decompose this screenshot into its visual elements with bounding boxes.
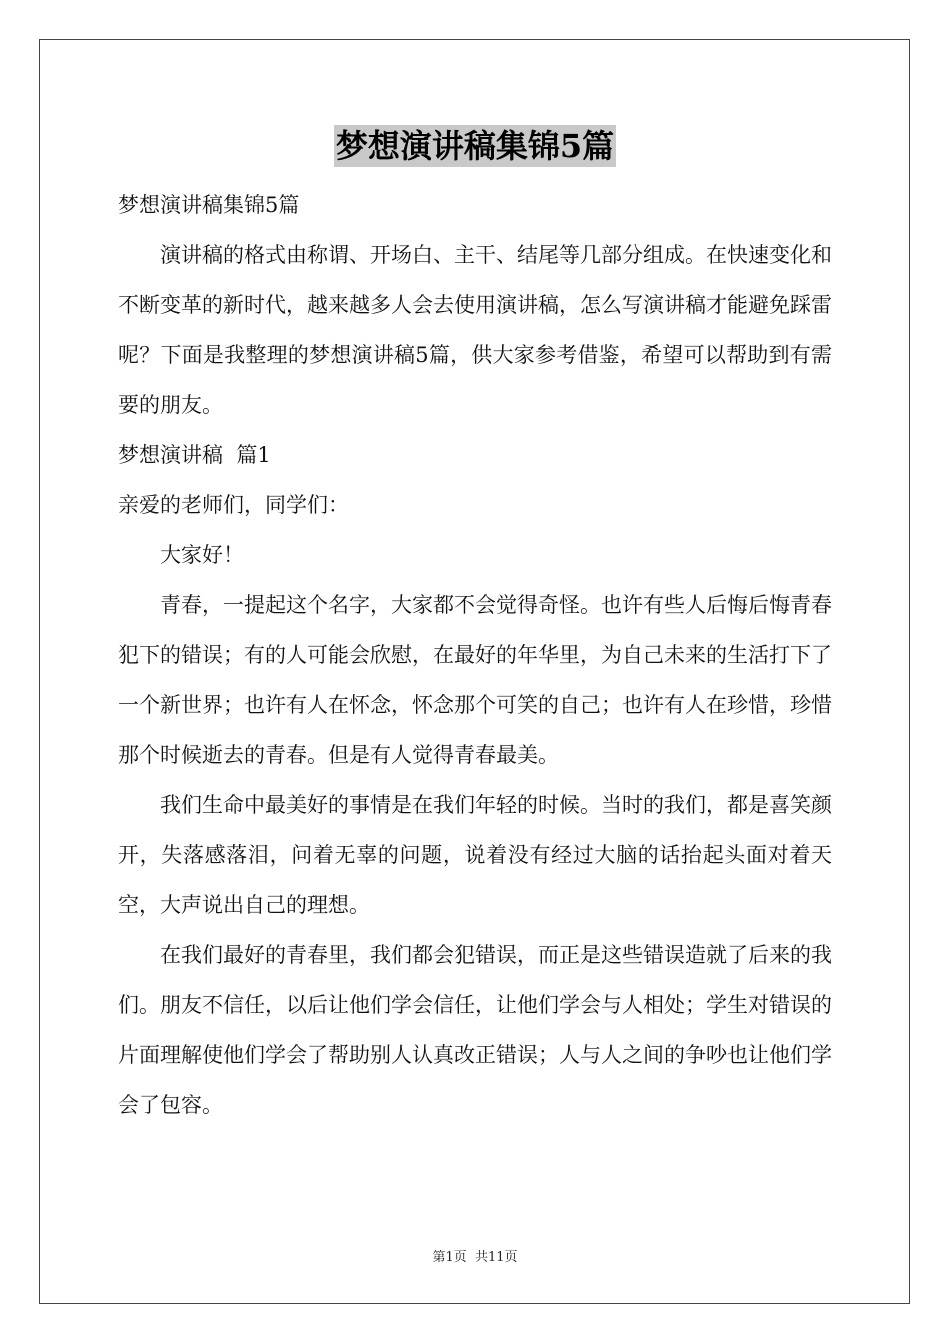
page-number: 第1页	[432, 1250, 467, 1265]
section-heading: 梦想演讲稿 篇1	[118, 443, 271, 467]
body-paragraph: 我们生命中最美好的事情是在我们年轻的时候。当时的我们，都是喜笑颜开，失落感落泪，问着无辜的问题，说着没有经过大脑的话抬起头面对着天空，大声说出自己的理想。	[118, 793, 832, 917]
document-title: 梦想演讲稿集锦5篇	[335, 127, 615, 165]
page-footer	[0, 1246, 950, 1265]
greeting: 大家好！	[160, 543, 244, 567]
body-paragraph: 在我们最好的青春里，我们都会犯错误，而正是这些错误造就了后来的我们。朋友不信任，以后让他们学会信任，让他们学会与人相处；学生对错误的片面理解使他们学会了帮助别人认真改正错误；人与人之间的争吵也让他们学会了包容。	[118, 943, 832, 1117]
intro-paragraph: 演讲稿的格式由称谓、开场白、主干、结尾等几部分组成。在快速变化和不断变革的新时代，越来越多人会去使用演讲稿，怎么写演讲稿才能避免踩雷呢？下面是我整理的梦想演讲稿5篇，供大家参考借鉴，希望可以帮助到有需要的朋友。	[118, 243, 832, 417]
document-body	[118, 180, 832, 1130]
salutation: 亲爱的老师们，同学们：	[118, 493, 349, 517]
body-paragraph: 青春，一提起这个名字，大家都不会觉得奇怪。也许有些人后悔后悔青春犯下的错误；有的人可能会欣慰，在最好的年华里，为自己未来的生活打下了一个新世界；也许有人在怀念，怀念那个可笑的自己；也许有人在珍惜，珍惜那个时候逝去的青春。但是有人觉得青春最美。	[118, 593, 832, 767]
document-subtitle: 梦想演讲稿集锦5篇	[118, 193, 300, 217]
title-area	[0, 125, 950, 167]
page-total: 共11页	[474, 1250, 518, 1265]
